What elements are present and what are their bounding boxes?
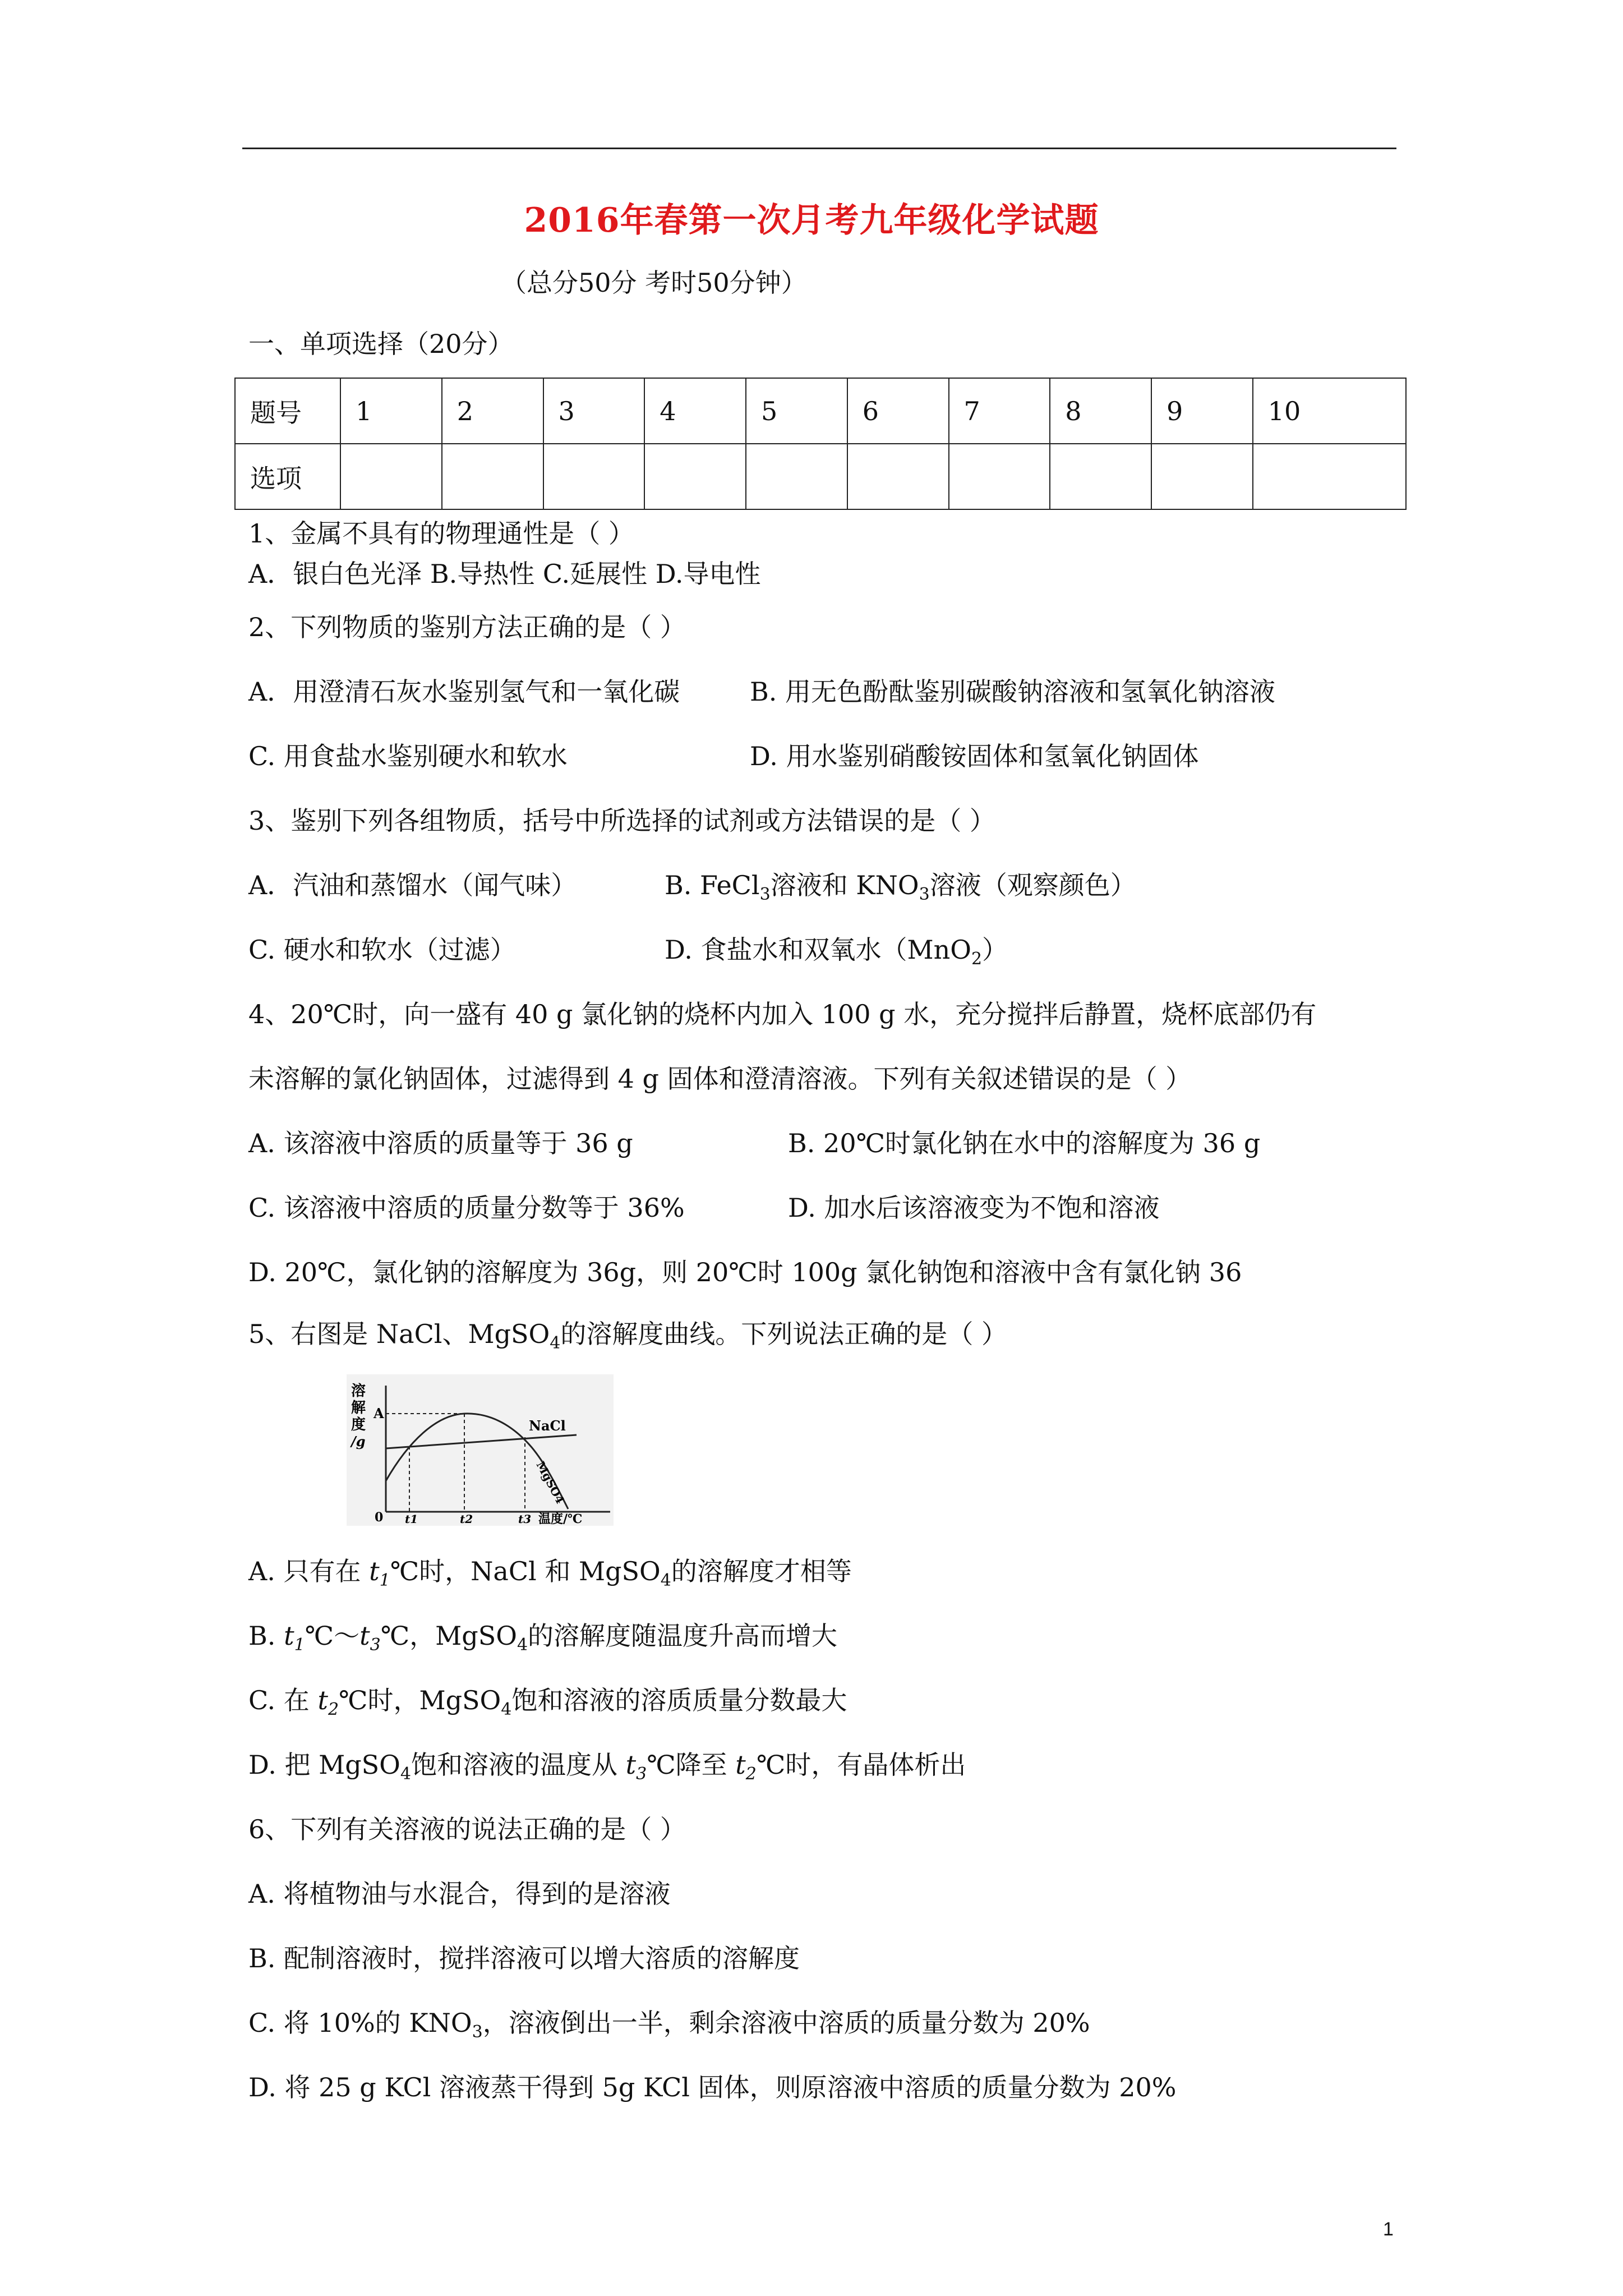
table-number-cell: 4 <box>644 378 746 444</box>
t1-label: t1 <box>405 1512 418 1526</box>
y-axis-label-2: 解 <box>351 1400 366 1416</box>
mgso4-label: MgSO4 <box>533 1459 568 1506</box>
q1-stem: 1、金属不具有的物理通性是（ ） <box>248 518 634 549</box>
q4-stem-line1: 4、20℃时，向一盛有 40 g 氯化钠的烧杯内加入 100 g 水，充分搅拌后静置，烧杯底部仍有 <box>248 999 1317 1029</box>
exam-title: 2016年春第一次月考九年级化学试题 <box>524 201 1099 240</box>
q4-option-c: C. 该溶液中溶质的质量分数等于 36% <box>248 1193 685 1223</box>
q4-option-d: D. 加水后该溶液变为不饱和溶液 <box>788 1193 1160 1223</box>
answer-cell[interactable] <box>644 444 746 509</box>
table-number-cell: 5 <box>746 378 847 444</box>
q5-option-b: B. $t_1℃\sim t_3℃$，MgSO$_4$的溶解度随温度升高而增大 <box>248 1621 838 1655</box>
answer-table <box>234 378 1407 510</box>
answer-cell[interactable] <box>1253 444 1406 509</box>
table-answer-label: 选项 <box>235 444 340 509</box>
q5-stem: 5、右图是 NaCl、MgSO$_4$的溶解度曲线。下列说法正确的是（ ） <box>248 1319 1007 1353</box>
y-axis-label-3: 度 <box>351 1416 366 1433</box>
q5-option-d: D. 把 MgSO$_4$饱和溶液的温度从 $t_3℃$降至 $t_2℃$时，有晶体析出 <box>248 1750 966 1784</box>
q5-option-a: A. 只有在 $t_1℃$时，NaCl 和 MgSO$_4$的溶解度才相等 <box>248 1556 852 1590</box>
t3-label: t3 <box>518 1512 532 1526</box>
q1-options: A．银白色光泽 B.导热性 C.延展性 D.导电性 <box>248 559 761 589</box>
q6-option-a: A. 将植物油与水混合，得到的是溶液 <box>248 1879 671 1909</box>
q6-option-c: C. 将 10%的 $KNO_3$，溶液倒出一半，剩余溶液中溶质的质量分数为 20% <box>248 2008 1090 2042</box>
table-header-label: 题号 <box>235 378 340 444</box>
q6-option-b: B. 配制溶液时，搅拌溶液可以增大溶质的溶解度 <box>248 1943 800 1973</box>
solubility-graph <box>347 1374 614 1526</box>
answer-cell[interactable] <box>1151 444 1253 509</box>
q6-stem: 6、下列有关溶液的说法正确的是（ ） <box>248 1814 686 1844</box>
q4-option-d-extra: D. 20℃，氯化钠的溶解度为 36g，则 20℃时 100g 氯化钠饱和溶液中含有氯化钠 36 <box>248 1257 1242 1287</box>
q3-stem: 3、鉴别下列各组物质，括号中所选择的试剂或方法错误的是（ ） <box>248 806 995 836</box>
table-number-cell: 6 <box>847 378 949 444</box>
answer-cell[interactable] <box>442 444 543 509</box>
q4-option-b: B. 20℃时氯化钠在水中的溶解度为 36 g <box>788 1128 1261 1158</box>
table-number-cell: 1 <box>340 378 442 444</box>
origin-label: 0 <box>375 1510 384 1525</box>
answer-cell[interactable] <box>949 444 1050 509</box>
q2-option-d: D. 用水鉴别硝酸铵固体和氢氧化钠固体 <box>750 741 1199 771</box>
x-axis-label: 温度/℃ <box>538 1512 583 1526</box>
table-number-cell: 7 <box>949 378 1050 444</box>
q4-option-a: A. 该溶液中溶质的质量等于 36 g <box>248 1128 633 1158</box>
nacl-label: NaCl <box>529 1418 566 1434</box>
t2-label: t2 <box>460 1512 473 1526</box>
table-number-cell: 8 <box>1050 378 1151 444</box>
answer-cell[interactable] <box>543 444 645 509</box>
q2-option-c: C. 用食盐水鉴别硬水和软水 <box>248 741 568 771</box>
exam-subtitle: （总分50分 考时50分钟） <box>501 268 807 298</box>
page-number: 1 <box>1383 2219 1394 2240</box>
table-number-cell: 10 <box>1253 378 1406 444</box>
table-number-cell: 2 <box>442 378 543 444</box>
q2-stem: 2、下列物质的鉴别方法正确的是（ ） <box>248 612 686 642</box>
section-heading: 一、单项选择（20分） <box>248 329 514 359</box>
answer-cell[interactable] <box>847 444 949 509</box>
q5-option-c: C. 在 $t_2℃$时，MgSO$_4$饱和溶液的溶质质量分数最大 <box>248 1685 847 1719</box>
y-mark-a: A <box>374 1405 384 1421</box>
table-number-cell: 3 <box>543 378 645 444</box>
q3-option-c: C. 硬水和软水（过滤） <box>248 935 516 965</box>
q6-option-d: D. 将 25 g KCl 溶液蒸干得到 5g KCl 固体，则原溶液中溶质的质量分数为 20% <box>248 2072 1177 2102</box>
q2-option-a: A．用澄清石灰水鉴别氢气和一氧化碳 <box>248 677 680 707</box>
answer-cell[interactable] <box>746 444 847 509</box>
q4-stem-line2: 未溶解的氯化钠固体，过滤得到 4 g 固体和澄清溶液。下列有关叙述错误的是（ ） <box>248 1064 1192 1094</box>
answer-cell[interactable] <box>1050 444 1151 509</box>
q3-option-a: A．汽油和蒸馏水（闻气味） <box>248 870 577 900</box>
table-row-answers <box>235 444 1406 509</box>
q2-option-b: B. 用无色酚酞鉴别碳酸钠溶液和氢氧化钠溶液 <box>750 677 1276 707</box>
y-axis-label-1: 溶 <box>351 1383 366 1400</box>
header-rule <box>242 148 1396 149</box>
answer-cell[interactable] <box>340 444 442 509</box>
table-row-numbers <box>235 378 1406 444</box>
q3-option-d: D. 食盐水和双氧水（MnO$_2$） <box>665 935 1008 969</box>
y-axis-label-4: /g <box>351 1433 366 1450</box>
q3-option-b: B. FeCl$_3$溶液和 $KNO_3$溶液（观察颜色） <box>665 870 1136 904</box>
table-number-cell: 9 <box>1151 378 1253 444</box>
